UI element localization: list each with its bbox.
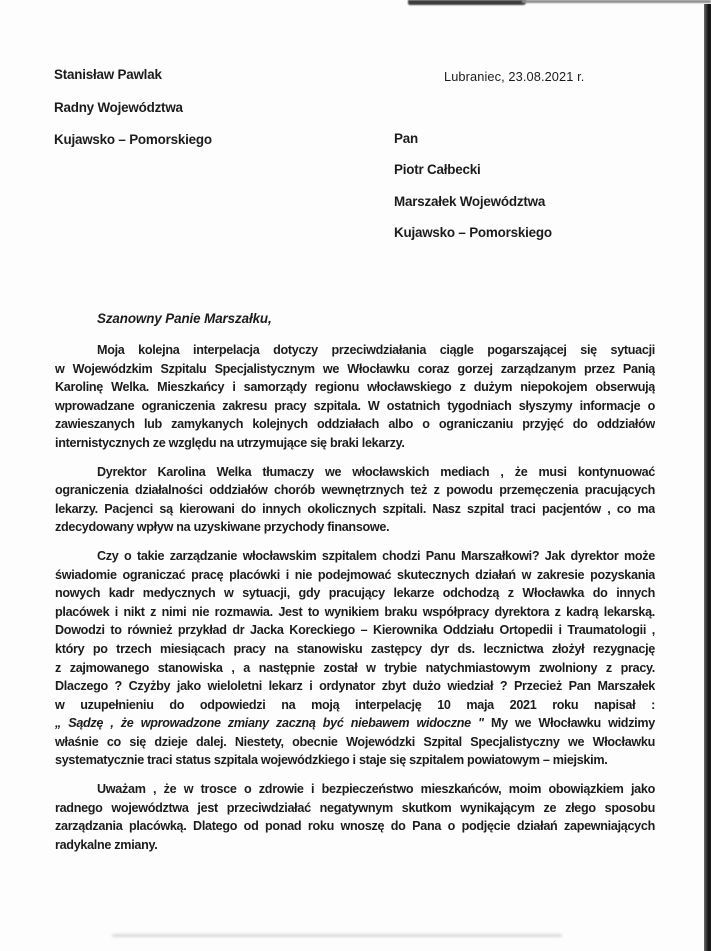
quoted-text: „ Sądzę , że wprowadzone zmiany zaczną być niebawem widoczne "	[55, 716, 491, 731]
letter-line	[55, 547, 655, 566]
paragraph	[55, 547, 655, 770]
letter-line	[55, 836, 655, 855]
paragraph	[55, 463, 655, 537]
body-text: który po trzech miesiącach pracy na stanowisku zastępcy dyr ds. lecznictwa złożył rezygnację	[55, 641, 655, 656]
body-text: radnego województwa jest przeciwdziałać negatywnym skutkom wynikającym ze złego sposobu	[55, 800, 655, 815]
body-text: Dyrektor Karolina Welka tłumaczy we włocławskich mediach , że musi kontynuować	[97, 464, 655, 479]
body-text: lekarzy. Pacjenci są kierowani do innych okolicznych szpitali. Nasz szpital traci pacjentów , co ma	[55, 501, 655, 516]
body-text: w Wojewódzkim Szpitalu Specjalistycznym we Włocławku coraz gorzej zarządzanym przez Panią	[55, 361, 655, 376]
letter-line	[55, 733, 655, 752]
letter-line	[55, 378, 655, 397]
body-text: właśnie co się dzieje dalej. Niestety, obecnie Wojewódzki Szpital Specjalistyczny we Włocławku	[55, 734, 655, 749]
letter-line	[55, 481, 655, 500]
sender-name: Stanisław Pawlak	[54, 67, 162, 82]
body-text: Dlaczego ? Czyżby jako wieloletni lekarz i ordynator zbyt dużo wiedział ? Przecież Pan Marszałek	[55, 679, 655, 694]
body-text: Czy o takie zarządzanie włocławskim szpitalem chodzi Panu Marszałkowi? Jak dyrektor może	[97, 548, 655, 563]
sender-block	[54, 67, 212, 165]
body-text: Karolinę Welka. Mieszkańcy i samorządy regionu włocławskiego z dużym niepokojem obserwują	[55, 380, 655, 395]
letter-line	[55, 780, 655, 799]
salutation: Szanowny Panie Marszałku,	[97, 311, 272, 326]
body-text: świadomie ograniczać pracę placówki i nie podejmować skutecznych działań w zakresie pozyskania	[55, 567, 655, 582]
body-text: placówek i nikt z nimi nie rozmawia. Jest to wynikiem braku współpracy dyrektora z kadrą lekarską.	[55, 604, 655, 619]
paragraph	[55, 341, 655, 453]
letter-line	[55, 566, 655, 585]
place-and-date: Lubraniec, 23.08.2021 r.	[444, 69, 585, 84]
letter-line	[55, 397, 655, 416]
letter-line	[55, 677, 655, 696]
letter-line	[55, 584, 655, 603]
body-text: internistycznych ze względu na utrzymujące się braki lekarzy.	[55, 435, 405, 450]
scan-artifact-top-edge-light	[522, 0, 711, 3]
letter-line	[55, 751, 655, 770]
body-text: Dowodzi to również przykład dr Jacka Koreckiego – Kierownika Oddziału Ortopedii i Traumatologii ,	[55, 623, 655, 638]
letter-line	[55, 621, 655, 640]
letter-line	[55, 714, 655, 733]
sender-title: Radny Województwa	[54, 99, 183, 115]
body-text: systematycznie traci status szpitala wojewódzkiego i staje się szpitalem powiatowym – miejskim.	[55, 753, 608, 768]
body-text: ograniczenia działalności oddziałów chorób wewnętrznych też z powodu przemęczenia pracujących	[55, 483, 655, 498]
letter-line	[55, 360, 655, 379]
body-text: z zajmowanego stanowiska , a następnie został w trybie natychmiastowym zwolniony z pracy.	[55, 660, 655, 675]
letter-line	[55, 341, 655, 360]
recipient-region: Kujawsko – Pomorskiego	[394, 224, 552, 240]
letter-line	[55, 518, 655, 537]
recipient-name: Piotr Całbecki	[394, 162, 481, 178]
letter-line	[55, 463, 655, 482]
body-text: radykalne zmiany.	[55, 837, 158, 852]
scan-artifact-right-edge	[704, 4, 711, 951]
letter-line	[55, 640, 655, 659]
body-text: Uważam , że w trosce o zdrowie i bezpieczeństwo mieszkańców, moim obowiązkiem jako	[97, 782, 655, 797]
recipient-block	[394, 131, 552, 256]
sender-region: Kujawsko – Pomorskiego	[54, 132, 212, 148]
paragraph	[55, 780, 655, 854]
letter-line	[55, 415, 655, 434]
body-text: zarządzania placówką. Dlatego od ponad roku wnoszę do Pana o podjęcie działań zapewniających	[55, 819, 655, 834]
body-text: My we Włocławku widzimy	[490, 716, 655, 731]
letter-line	[55, 696, 655, 715]
recipient-title: Marszałek Województwa	[394, 193, 546, 209]
body-text: nowych kadr medycznych w sytuacji, gdy pracujący lekarze odchodzą z Włocławka do innych	[55, 586, 655, 601]
letter-line	[55, 659, 655, 678]
scan-artifact-top-edge-dark	[408, 0, 526, 5]
letter-line	[55, 817, 655, 836]
letter-body	[55, 341, 655, 864]
scan-artifact-bottom-smudge	[112, 934, 562, 937]
body-text: Moja kolejna interpelacja dotyczy przeciwdziałania ciągle pogarszającej się sytuacji	[97, 343, 655, 357]
recipient-honorific: Pan	[394, 131, 418, 146]
letter-line	[55, 500, 655, 519]
body-text: w uzupełnieniu do odpowiedzi na moją interpelację 10 maja 2021 roku napisał :	[55, 697, 655, 712]
body-text: zdecydowany wpływ na uzyskiwane przychody finansowe.	[55, 520, 390, 535]
letter-line	[55, 603, 655, 622]
body-text: zawieszanych lub zamykanych kolejnych oddziałach albo o ograniczaniu przyjęć do oddziałów	[55, 417, 655, 432]
letter-line	[55, 799, 655, 818]
letter-line	[55, 434, 655, 453]
body-text: wprowadzane ograniczenia zakresu pracy szpitala. W ostatnich tygodniach słyszymy informacje o	[55, 398, 655, 413]
